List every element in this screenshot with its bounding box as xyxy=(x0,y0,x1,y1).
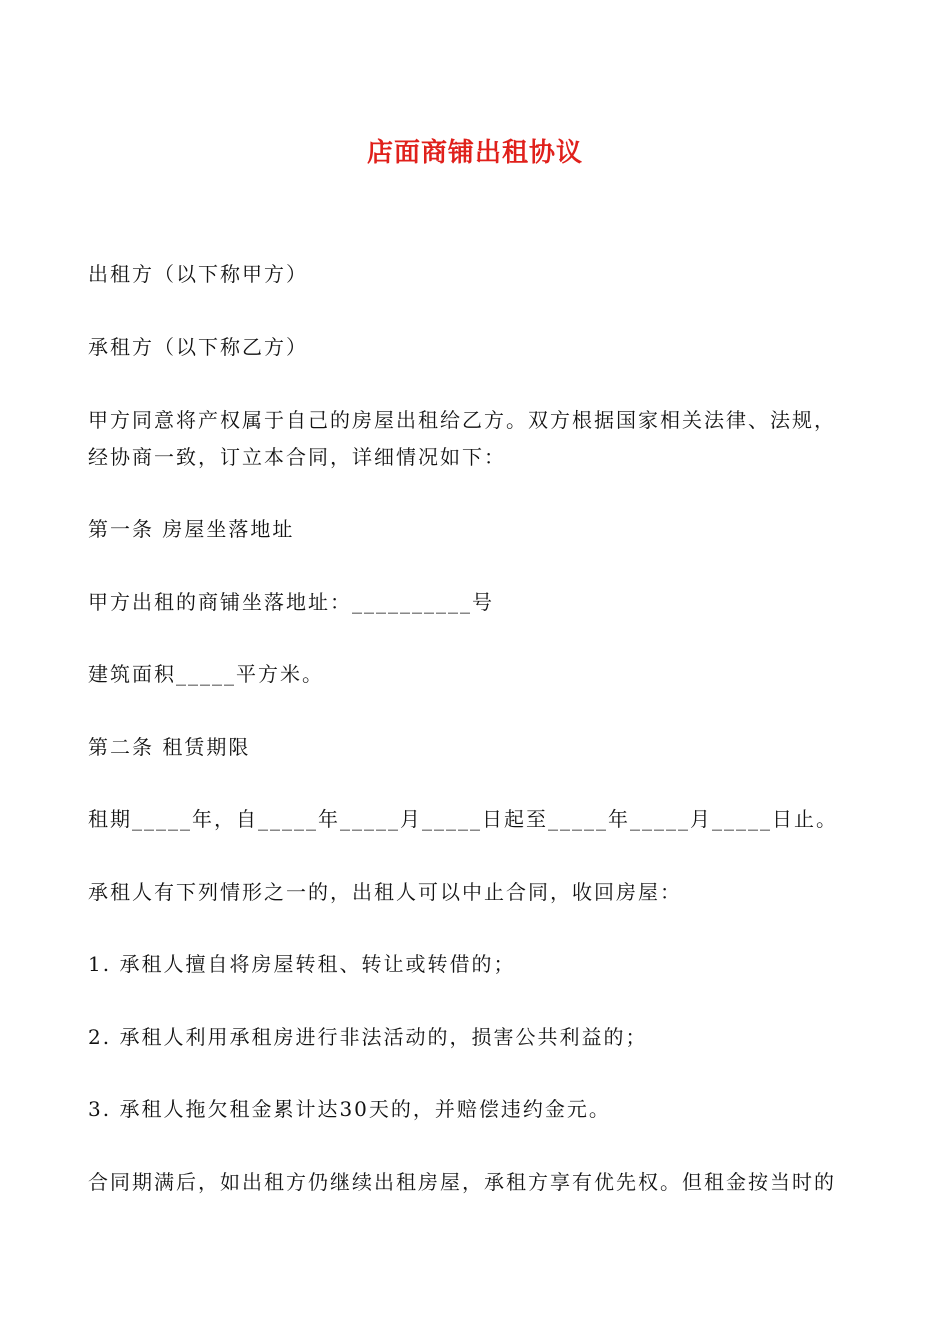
termination-intro-line: 承租人有下列情形之一的，出租人可以中止合同，收回房屋： xyxy=(88,880,682,904)
article-1-heading: 第一条 房屋坐落地址 xyxy=(88,517,295,541)
document-title: 店面商铺出租协议 xyxy=(366,138,583,168)
termination-item-3: 3. 承租人拖欠租金累计达30天的，并赔偿违约金元。 xyxy=(88,1097,611,1121)
renewal-priority-line: 合同期满后，如出租方仍继续出租房屋，承租方享有优先权。但租金按当时的 xyxy=(88,1170,836,1194)
termination-item-2: 2. 承租人利用承租房进行非法活动的，损害公共利益的； xyxy=(88,1025,648,1049)
termination-item-1: 1. 承租人擅自将房屋转租、转让或转借的； xyxy=(88,952,516,976)
building-area-line: 建筑面积_____平方米。 xyxy=(88,662,324,686)
intro-line-1: 甲方同意将产权属于自己的房屋出租给乙方。双方根据国家相关法律、法规， xyxy=(88,408,836,432)
intro-line-2: 经协商一致，订立本合同，详细情况如下： xyxy=(88,445,506,469)
article-2-heading: 第二条 租赁期限 xyxy=(88,735,251,759)
lessor-line: 出租方（以下称甲方） xyxy=(88,262,308,286)
lessee-line: 承租方（以下称乙方） xyxy=(88,335,308,359)
lease-term-line: 租期_____年，自_____年_____月_____日起至_____年_____月_____日止。 xyxy=(88,807,838,831)
shop-address-line: 甲方出租的商铺坐落地址：__________号 xyxy=(88,590,494,614)
